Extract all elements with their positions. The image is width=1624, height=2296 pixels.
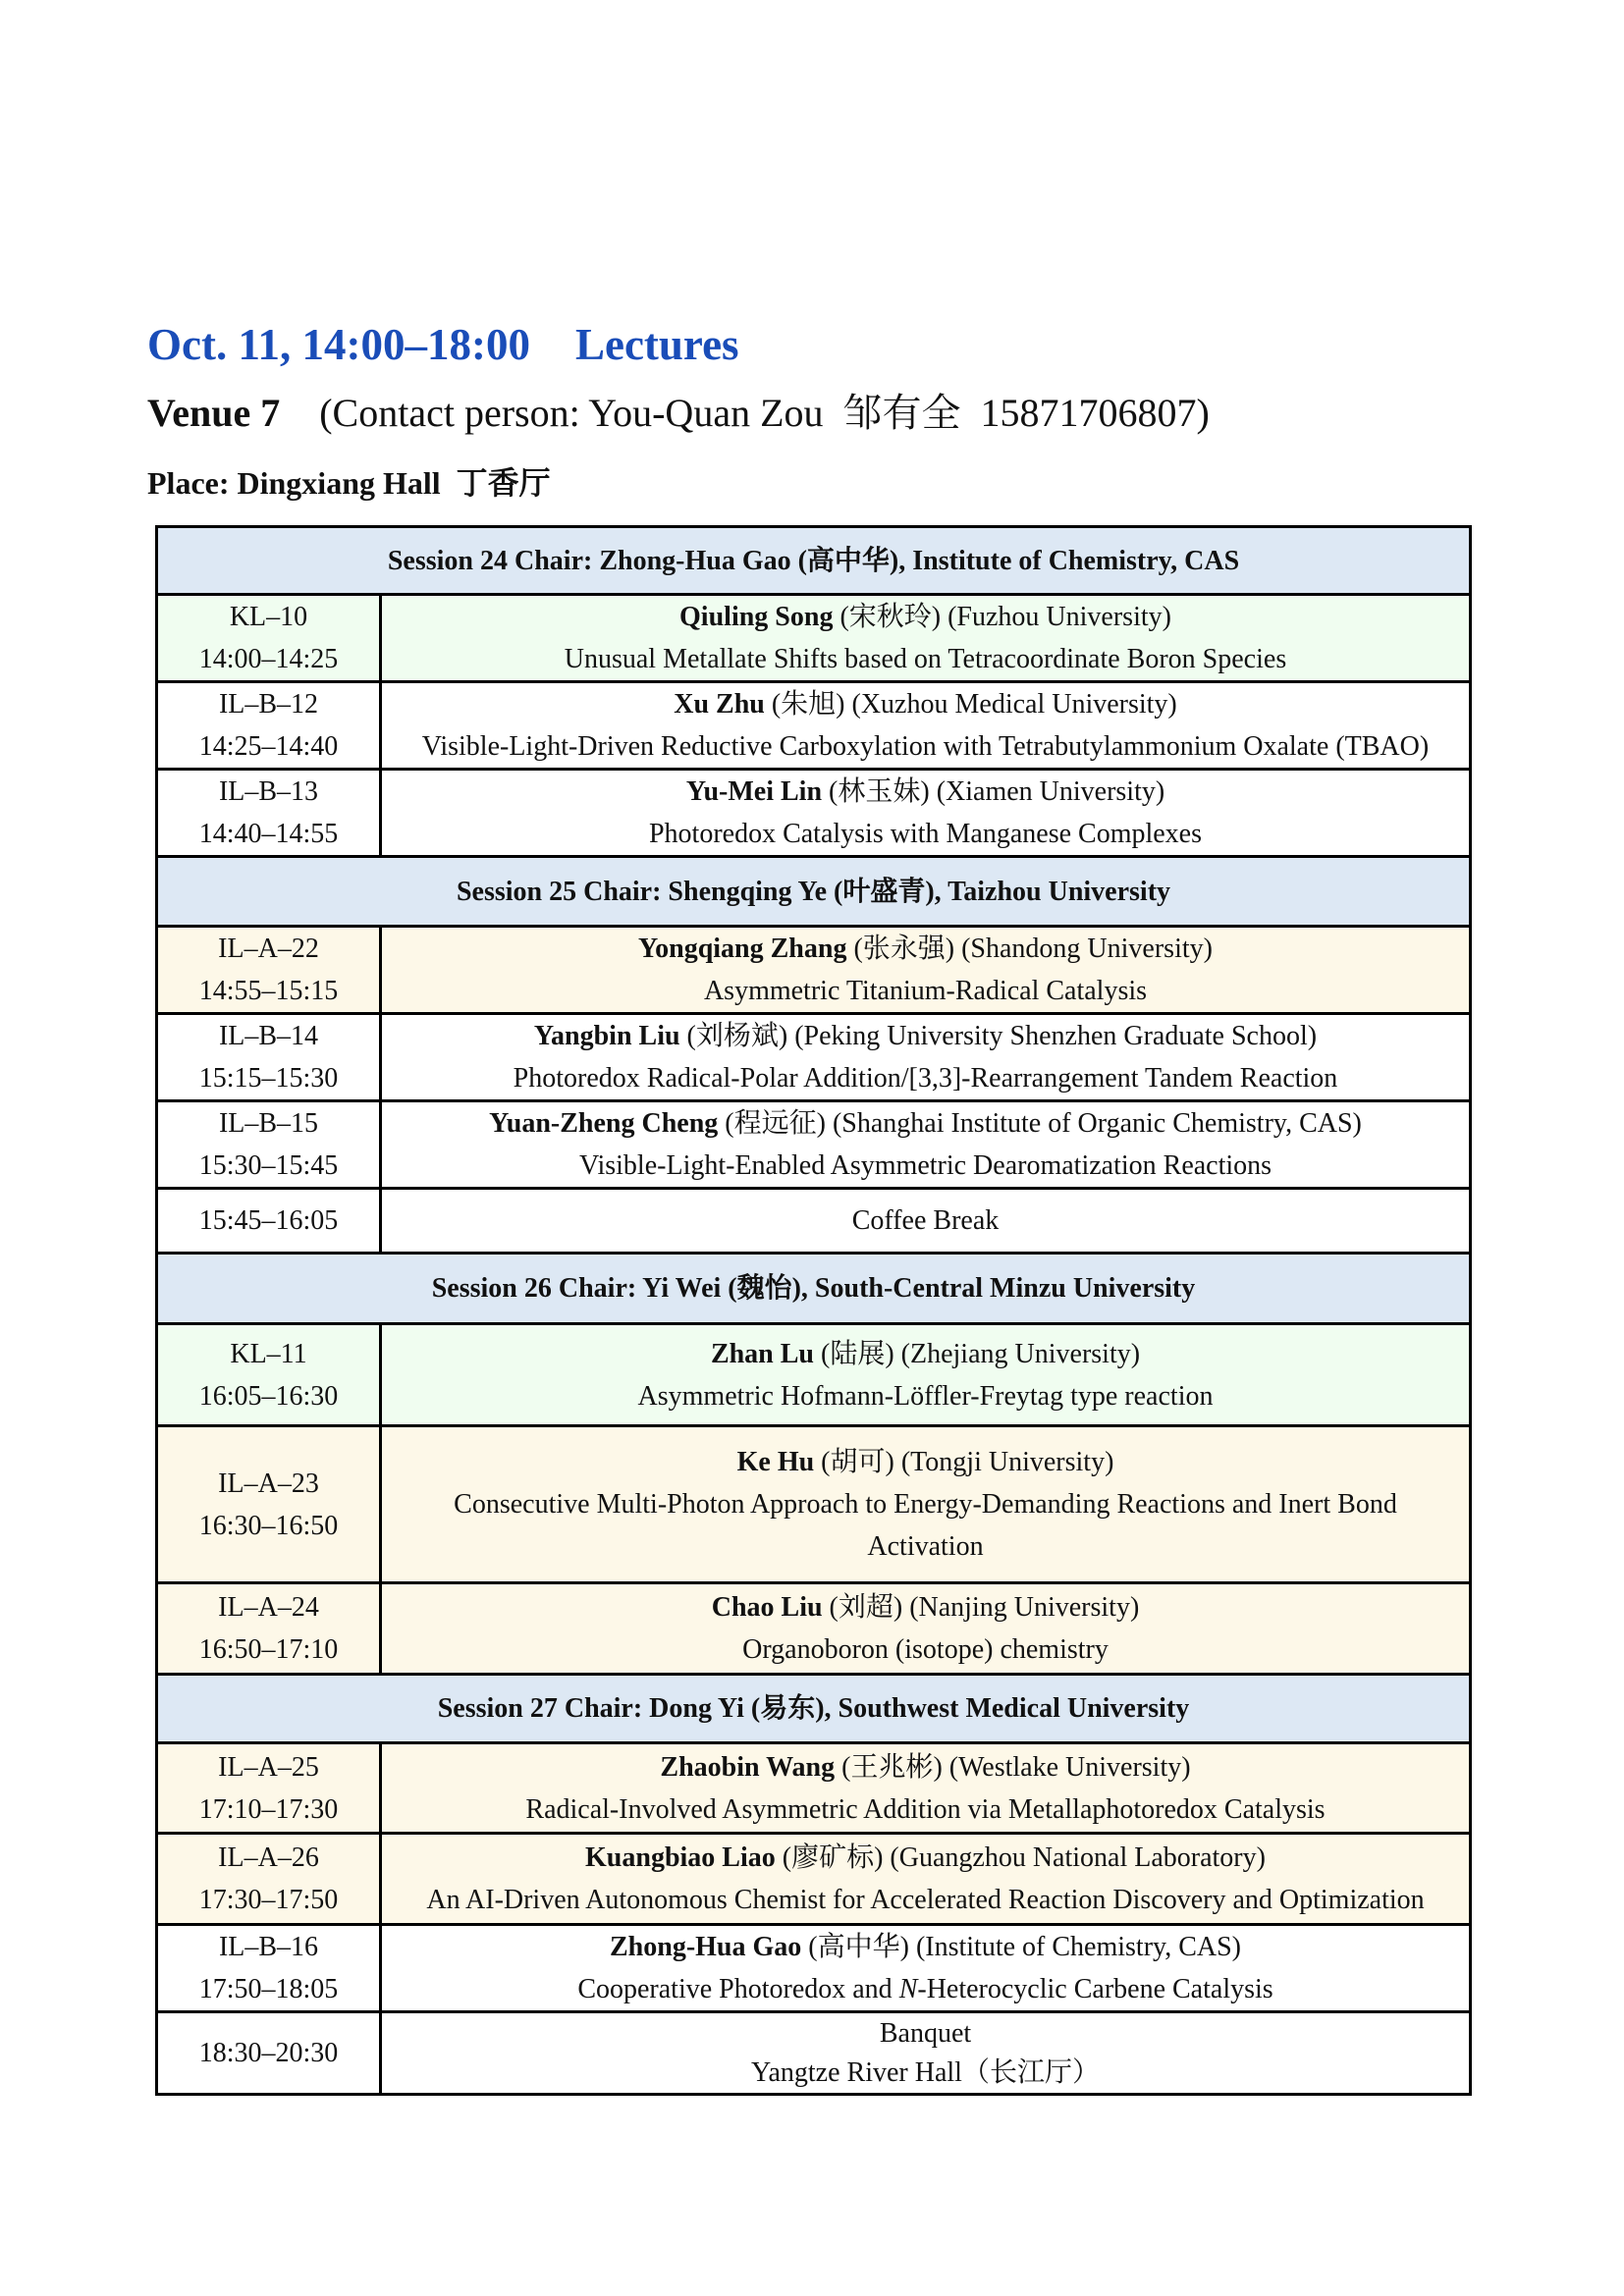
session-header: Session 26 Chair: Yi Wei (魏怡), South-Central Minzu University <box>157 1254 1471 1324</box>
talk-info <box>381 1743 1471 1834</box>
session-header-row <box>157 1675 1471 1743</box>
talk-title: Photoredox Catalysis with Manganese Complexes <box>648 819 1203 849</box>
talk-title: Visible-Light-Enabled Asymmetric Dearomatization Reactions <box>578 1150 1272 1181</box>
speaker-name: Qiuling Song <box>679 602 834 632</box>
speaker-name: Kuangbiao Liao <box>585 1842 776 1873</box>
talk-title: Photoredox Radical-Polar Addition/[3,3]-Rearrangement Tandem Reaction <box>513 1063 1338 1094</box>
banquet-info <box>381 2012 1471 2095</box>
talk-row <box>157 682 1471 770</box>
talk-code: IL–A–26 <box>218 1842 319 1873</box>
speaker-affiliation: (Institute of Chemistry, CAS) <box>915 1932 1241 1962</box>
place-line: Place: Dingxiang Hall 丁香厅 <box>147 465 551 501</box>
talk-info <box>381 1583 1471 1675</box>
speaker-name: Zhan Lu <box>710 1338 815 1369</box>
speaker-name: Yangbin Liu <box>533 1021 680 1051</box>
talk-row <box>157 1101 1471 1189</box>
title-time: Oct. 11, 14:00–18:00 <box>147 320 530 369</box>
banquet-location: Yangtze River Hall（长江厅） <box>751 2056 1100 2088</box>
talk-slot <box>157 1743 381 1834</box>
speaker-name: Yuan-Zheng Cheng <box>489 1108 719 1139</box>
break-row <box>157 1189 1471 1254</box>
talk-code: IL–B–12 <box>218 689 319 720</box>
contact-person: (Contact person: You-Quan Zou 邹有全 15871706807) <box>319 391 1210 435</box>
talk-info <box>381 682 1471 770</box>
talk-row <box>157 1014 1471 1101</box>
talk-slot <box>157 1426 381 1583</box>
break-time: 15:45–16:05 <box>157 1189 381 1254</box>
speaker-cn: (刘超) <box>829 1592 903 1623</box>
speaker-name: Zhaobin Wang <box>660 1751 836 1783</box>
session-header: Session 27 Chair: Dong Yi (易东), Southwest Medical University <box>157 1675 1471 1743</box>
speaker-cn: (王兆彬) <box>841 1751 943 1783</box>
speaker-affiliation: (Zhejiang University) <box>900 1338 1141 1369</box>
talk-info <box>381 770 1471 857</box>
talk-info <box>381 595 1471 682</box>
talk-row <box>157 1925 1471 2012</box>
session-header-row <box>157 1254 1471 1324</box>
venue-line <box>147 389 1210 438</box>
talk-time: 15:15–15:30 <box>198 1063 339 1094</box>
talk-row <box>157 1834 1471 1925</box>
talk-code: IL–A–23 <box>218 1468 319 1499</box>
speaker-cn: (高中华) <box>808 1932 909 1962</box>
talk-time: 17:50–18:05 <box>198 1974 339 2004</box>
talk-title-pre: Cooperative Photoredox and <box>577 1974 899 2004</box>
talk-slot <box>157 595 381 682</box>
speaker-affiliation: (Xiamen University) <box>936 776 1165 807</box>
talk-time: 14:00–14:25 <box>198 644 339 674</box>
talk-slot <box>157 1014 381 1101</box>
talk-slot <box>157 770 381 857</box>
speaker-affiliation: (Westlake University) <box>948 1751 1191 1783</box>
speaker-name: Ke Hu <box>736 1447 815 1477</box>
talk-code: IL–B–15 <box>218 1108 319 1139</box>
speaker-affiliation: (Shandong University) <box>961 934 1213 964</box>
speaker-cn: (林玉妹) <box>829 776 930 807</box>
talk-info <box>381 1426 1471 1583</box>
talk-time: 16:05–16:30 <box>198 1380 339 1412</box>
talk-title-post: -Heterocyclic Carbene Catalysis <box>917 1974 1273 2004</box>
talk-slot <box>157 1583 381 1675</box>
talk-time: 14:40–14:55 <box>198 819 339 849</box>
talk-title: An AI-Driven Autonomous Chemist for Accelerated Reaction Discovery and Optimization <box>426 1885 1425 1915</box>
page-title <box>147 320 739 369</box>
title-type: Lectures <box>574 320 739 369</box>
session-header-row <box>157 527 1471 595</box>
speaker-cn: (陆展) <box>821 1338 894 1369</box>
speaker-cn: (廖矿标) <box>782 1842 884 1873</box>
talk-title: Visible-Light-Driven Reductive Carboxylation with Tetrabutylammonium Oxalate (TBAO) <box>421 731 1430 762</box>
session-header-row <box>157 857 1471 927</box>
talk-code: KL–11 <box>230 1338 307 1369</box>
talk-info <box>381 1014 1471 1101</box>
talk-row <box>157 595 1471 682</box>
talk-row <box>157 1324 1471 1426</box>
talk-slot <box>157 1925 381 2012</box>
talk-code: IL–B–16 <box>218 1932 319 1962</box>
speaker-name: Xu Zhu <box>674 689 765 720</box>
talk-slot <box>157 1324 381 1426</box>
talk-title: Consecutive Multi-Photon Approach to Energy-Demanding Reactions and Inert Bond Activation <box>454 1489 1397 1562</box>
talk-code: IL–A–22 <box>218 934 319 964</box>
talk-title: Asymmetric Hofmann-Löffler-Freytag type reaction <box>637 1380 1214 1412</box>
session-header: Session 24 Chair: Zhong-Hua Gao (高中华), Institute of Chemistry, CAS <box>157 527 1471 595</box>
break-label: Coffee Break <box>381 1189 1471 1254</box>
speaker-name: Chao Liu <box>711 1592 823 1623</box>
talk-code: IL–B–14 <box>218 1021 319 1051</box>
banquet-label: Banquet <box>879 2017 972 2049</box>
speaker-affiliation: (Shanghai Institute of Organic Chemistry, CAS) <box>832 1108 1362 1139</box>
speaker-cn: (宋秋玲) <box>839 602 942 632</box>
talk-slot <box>157 927 381 1014</box>
talk-slot <box>157 682 381 770</box>
talk-title: Organoboron (isotope) chemistry <box>742 1634 1109 1665</box>
talk-title: Unusual Metallate Shifts based on Tetracoordinate Boron Species <box>564 644 1287 674</box>
speaker-affiliation: (Tongji University) <box>900 1447 1114 1477</box>
speaker-cn: (朱旭) <box>771 689 845 720</box>
venue-label: Venue 7 <box>147 391 281 435</box>
speaker-cn: (张永强) <box>853 934 955 964</box>
talk-code: KL–10 <box>229 602 308 632</box>
talk-info <box>381 1101 1471 1189</box>
speaker-affiliation: (Nanjing University) <box>909 1592 1140 1623</box>
talk-time: 17:30–17:50 <box>198 1885 339 1915</box>
talk-code: IL–A–25 <box>218 1751 319 1783</box>
talk-row <box>157 1426 1471 1583</box>
schedule-table <box>155 525 1472 2096</box>
speaker-name: Zhong-Hua Gao <box>610 1932 802 1962</box>
talk-row <box>157 770 1471 857</box>
talk-row <box>157 1743 1471 1834</box>
talk-info <box>381 1925 1471 2012</box>
banquet-time: 18:30–20:30 <box>157 2012 381 2095</box>
talk-slot <box>157 1101 381 1189</box>
banquet-row <box>157 2012 1471 2095</box>
talk-title: Asymmetric Titanium-Radical Catalysis <box>703 976 1148 1006</box>
talk-time: 14:25–14:40 <box>198 731 339 762</box>
speaker-affiliation: (Xuzhou Medical University) <box>851 689 1177 720</box>
talk-time: 16:50–17:10 <box>198 1634 339 1665</box>
speaker-name: Yongqiang Zhang <box>638 934 847 964</box>
speaker-cn: (刘杨斌) <box>686 1021 788 1051</box>
talk-info <box>381 927 1471 1014</box>
talk-time: 15:30–15:45 <box>198 1150 339 1181</box>
speaker-affiliation: (Fuzhou University) <box>947 602 1171 632</box>
speaker-name: Yu-Mei Lin <box>685 776 823 807</box>
talk-title-italic: N <box>898 1974 918 2004</box>
talk-time: 16:30–16:50 <box>198 1510 339 1541</box>
session-header: Session 25 Chair: Shengqing Ye (叶盛青), Taizhou University <box>157 857 1471 927</box>
talk-code: IL–B–13 <box>218 776 319 807</box>
speaker-cn: (胡可) <box>821 1447 894 1477</box>
talk-code: IL–A–24 <box>218 1592 319 1623</box>
talk-row <box>157 1583 1471 1675</box>
speaker-affiliation: (Peking University Shenzhen Graduate School) <box>794 1021 1318 1051</box>
talk-time: 17:10–17:30 <box>198 1793 339 1825</box>
speaker-affiliation: (Guangzhou National Laboratory) <box>890 1842 1266 1873</box>
talk-slot <box>157 1834 381 1925</box>
talk-info <box>381 1324 1471 1426</box>
talk-title: Radical-Involved Asymmetric Addition via Metallaphotoredox Catalysis <box>525 1793 1326 1825</box>
talk-row <box>157 927 1471 1014</box>
talk-info <box>381 1834 1471 1925</box>
speaker-cn: (程远征) <box>725 1108 826 1139</box>
talk-title <box>382 1968 1469 2010</box>
talk-time: 14:55–15:15 <box>198 976 339 1006</box>
